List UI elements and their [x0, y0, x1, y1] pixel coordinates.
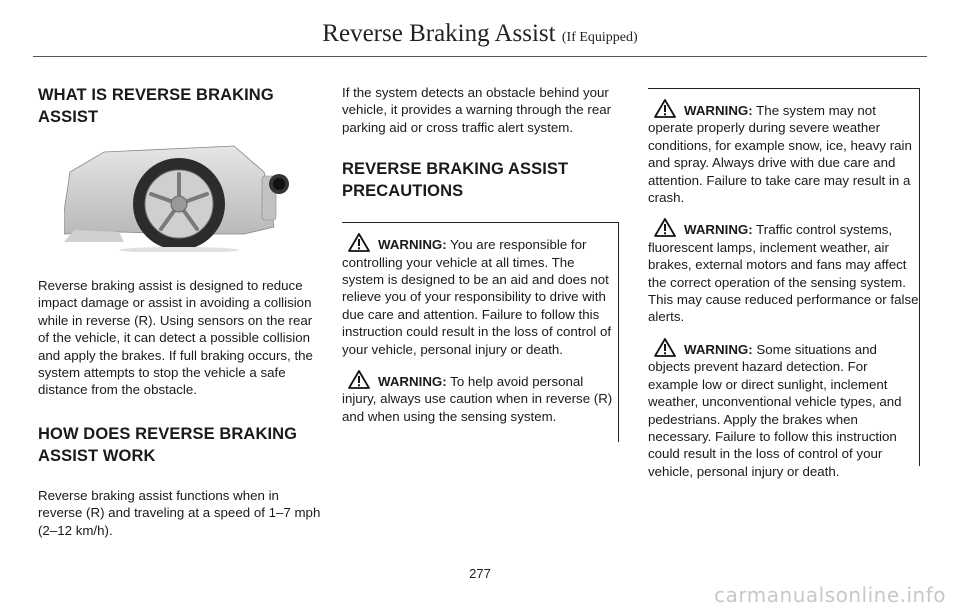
heading-what-is: WHAT IS REVERSE BRAKING ASSIST	[38, 86, 274, 126]
warning-box-conditions	[648, 88, 920, 479]
page-title	[0, 20, 960, 48]
warning-text: Traffic control systems, fluorescent lamps, inclement weather, air brakes, external motors and fans may affect the correct operation of the sensing system. This may cause reduced performance or false alerts.	[648, 222, 919, 325]
page-number: 277	[469, 566, 491, 581]
obstacle-paragraph: If the system detects an obstacle behind your vehicle, it provides a warning through the rear parking aid or cross traffic alert system.	[342, 85, 612, 135]
warning-triangle-icon	[654, 338, 676, 357]
warning-label: WARNING:	[684, 103, 753, 118]
rear-wheel-sensor-icon	[64, 142, 314, 252]
warning-triangle-icon	[348, 233, 370, 252]
warning-triangle-icon	[654, 99, 676, 118]
warning-triangle-icon	[654, 218, 676, 237]
warning-text: You are responsible for controlling your vehicle at all times. The system is designed to be an aid and does not relieve you of your responsibility to drive with due care and attention. Failure to follow this instruction could result in the loss of control of your vehicle, personal injury or death.	[342, 237, 612, 357]
warning-item	[648, 99, 919, 206]
heading-precautions: REVERSE BRAKING ASSIST PRECAUTIONS	[342, 160, 569, 201]
warning-triangle-icon	[348, 370, 370, 389]
warning-box-precautions	[342, 222, 619, 442]
warning-item	[648, 338, 919, 480]
column-right	[648, 84, 920, 479]
warning-label: WARNING:	[684, 222, 753, 238]
watermark: carmanualsonline.info	[714, 583, 946, 607]
column-left	[38, 84, 323, 539]
warning-label: WARNING:	[684, 341, 753, 357]
warning-item	[342, 370, 618, 425]
page-header	[0, 0, 960, 58]
page-title-subtitle: (If Equipped)	[561, 30, 638, 45]
how-paragraph: Reverse braking assist functions when in reverse (R) and traveling at a speed of 1–7 mph (2–12 km/h).	[38, 487, 321, 538]
warning-text: To help avoid personal injury, always use caution when in reverse (R) and when using the sensing system.	[342, 374, 613, 424]
page-title-main: Reverse Braking Assist	[322, 20, 556, 47]
warning-text: The system may not operate properly during severe weather conditions, for example snow, ice, heavy rain and spray. Always drive with due care and attention. Failure to take care may result in a crash.	[648, 103, 912, 206]
warning-text: Some situations and objects prevent hazard detection. For example low or direct sunlight, inclement weather, unconventional vehicle types, and pedestrians. Apply the brakes when necessary. Failure to follow this instruction could result in the loss of control of your vehicle, personal injury or death.	[648, 341, 902, 479]
heading-how-does: HOW DOES REVERSE BRAKING ASSIST WORK	[38, 424, 298, 465]
warning-item	[648, 218, 919, 325]
intro-paragraph: Reverse braking assist is designed to reduce impact damage or assist in avoiding a collision while in reverse (R). Using sensors on the rear of the vehicle, it can detect a possible collision and apply the brakes. If full braking occurs, the system attempts to stop the vehicle a safe distance from the obstacle.	[38, 278, 313, 398]
header-rule	[33, 56, 927, 57]
column-middle	[342, 84, 619, 442]
warning-label: WARNING:	[378, 237, 447, 253]
warning-label: WARNING:	[378, 374, 447, 390]
warning-item	[342, 233, 618, 358]
